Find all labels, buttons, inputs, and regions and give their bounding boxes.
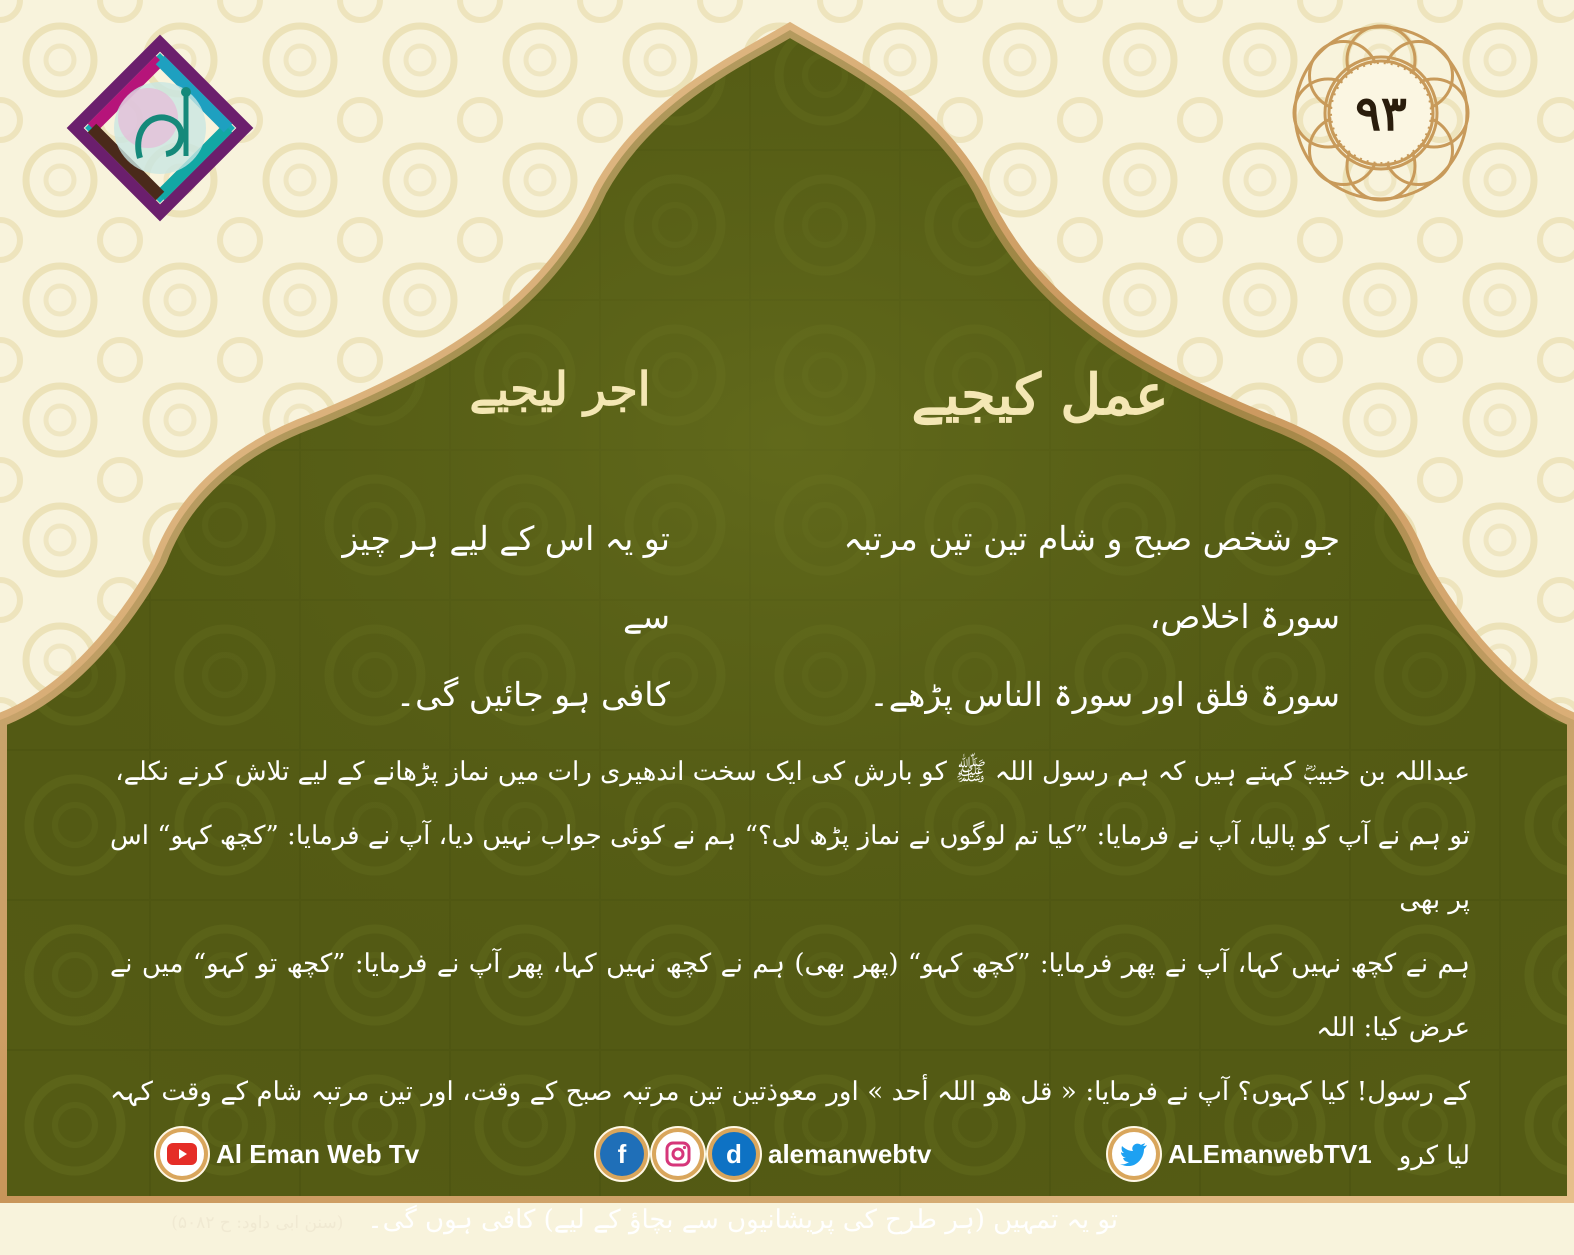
- reward-text: [320, 500, 670, 734]
- channel-logo-icon: [62, 30, 258, 226]
- footer-social[interactable]: [600, 1126, 931, 1182]
- dailymotion-icon[interactable]: d: [712, 1132, 756, 1176]
- reward-line: تو یہ اس کے لیے ہر چیز سے: [342, 519, 670, 636]
- twitter-handle[interactable]: ALEmanwebTV1: [1168, 1138, 1372, 1169]
- footer-twitter[interactable]: [1112, 1126, 1372, 1182]
- action-text: [820, 500, 1340, 734]
- narration-line: تو ہم نے آپ کو پالیا، آپ نے فرمایا: ”کیا تم لوگوں نے نماز پڑھ لی؟“ ہم نے کوئی جواب نہیں دیا، آپ نے فرمایا: ”کچھ کہو“ اس پر بھی: [110, 821, 1470, 915]
- instagram-icon[interactable]: [656, 1132, 700, 1176]
- youtube-icon[interactable]: [160, 1132, 204, 1176]
- action-line: سورۃ فلق اور سورۃ الناس پڑھے۔: [869, 675, 1340, 714]
- youtube-channel-name[interactable]: Al Eman Web Tv: [216, 1138, 420, 1169]
- heading-action: عمل کیجیے: [911, 362, 1169, 428]
- episode-number: ۹۳: [1355, 86, 1407, 142]
- hadith-reference: (سنن ابی داود: ح ۵۰۸۲): [171, 1213, 344, 1233]
- action-line: جو شخص صبح و شام تین تین مرتبہ سورۃ اخلاص،: [843, 519, 1340, 636]
- reward-line: کافی ہو جائیں گی۔: [395, 675, 670, 714]
- social-handle[interactable]: alemanwebtv: [768, 1138, 932, 1169]
- heading-reward: اجر لیجیے: [469, 362, 651, 416]
- narration-line: ہم نے کچھ نہیں کہا، آپ نے پھر فرمایا: ”کچھ کہو“ (پھر بھی) ہم نے کچھ نہیں کہا، پھر آپ نے فرمایا: ”کچھ تو کہو“ میں نے عرض کیا: اللہ: [110, 949, 1470, 1043]
- narration-line: عبداللہ بن خبیبؓ کہتے ہیں کہ ہم رسول اللہ ﷺ کو بارش کی ایک سخت اندھیری رات میں نماز پڑھانے کے لیے تلاش کرنے نکلے،: [115, 757, 1470, 787]
- twitter-icon[interactable]: [1112, 1132, 1156, 1176]
- facebook-icon[interactable]: f: [600, 1132, 644, 1176]
- narration-line: کے رسول! کیا کہوں؟ آپ نے فرمایا: « قل ھو اللہ أحد » اور معوذتین تین مرتبہ صبح کے وقت، اور تین مرتبہ شام کے وقت کہہ لیا کرو: [110, 1077, 1470, 1171]
- narration-line: تو یہ تمہیں (ہر طرح کی پریشانیوں سے بچاؤ کے لیے) کافی ہوں گی۔: [367, 1205, 1118, 1235]
- narration-last-line: [110, 1188, 1470, 1255]
- footer-youtube[interactable]: [160, 1126, 419, 1182]
